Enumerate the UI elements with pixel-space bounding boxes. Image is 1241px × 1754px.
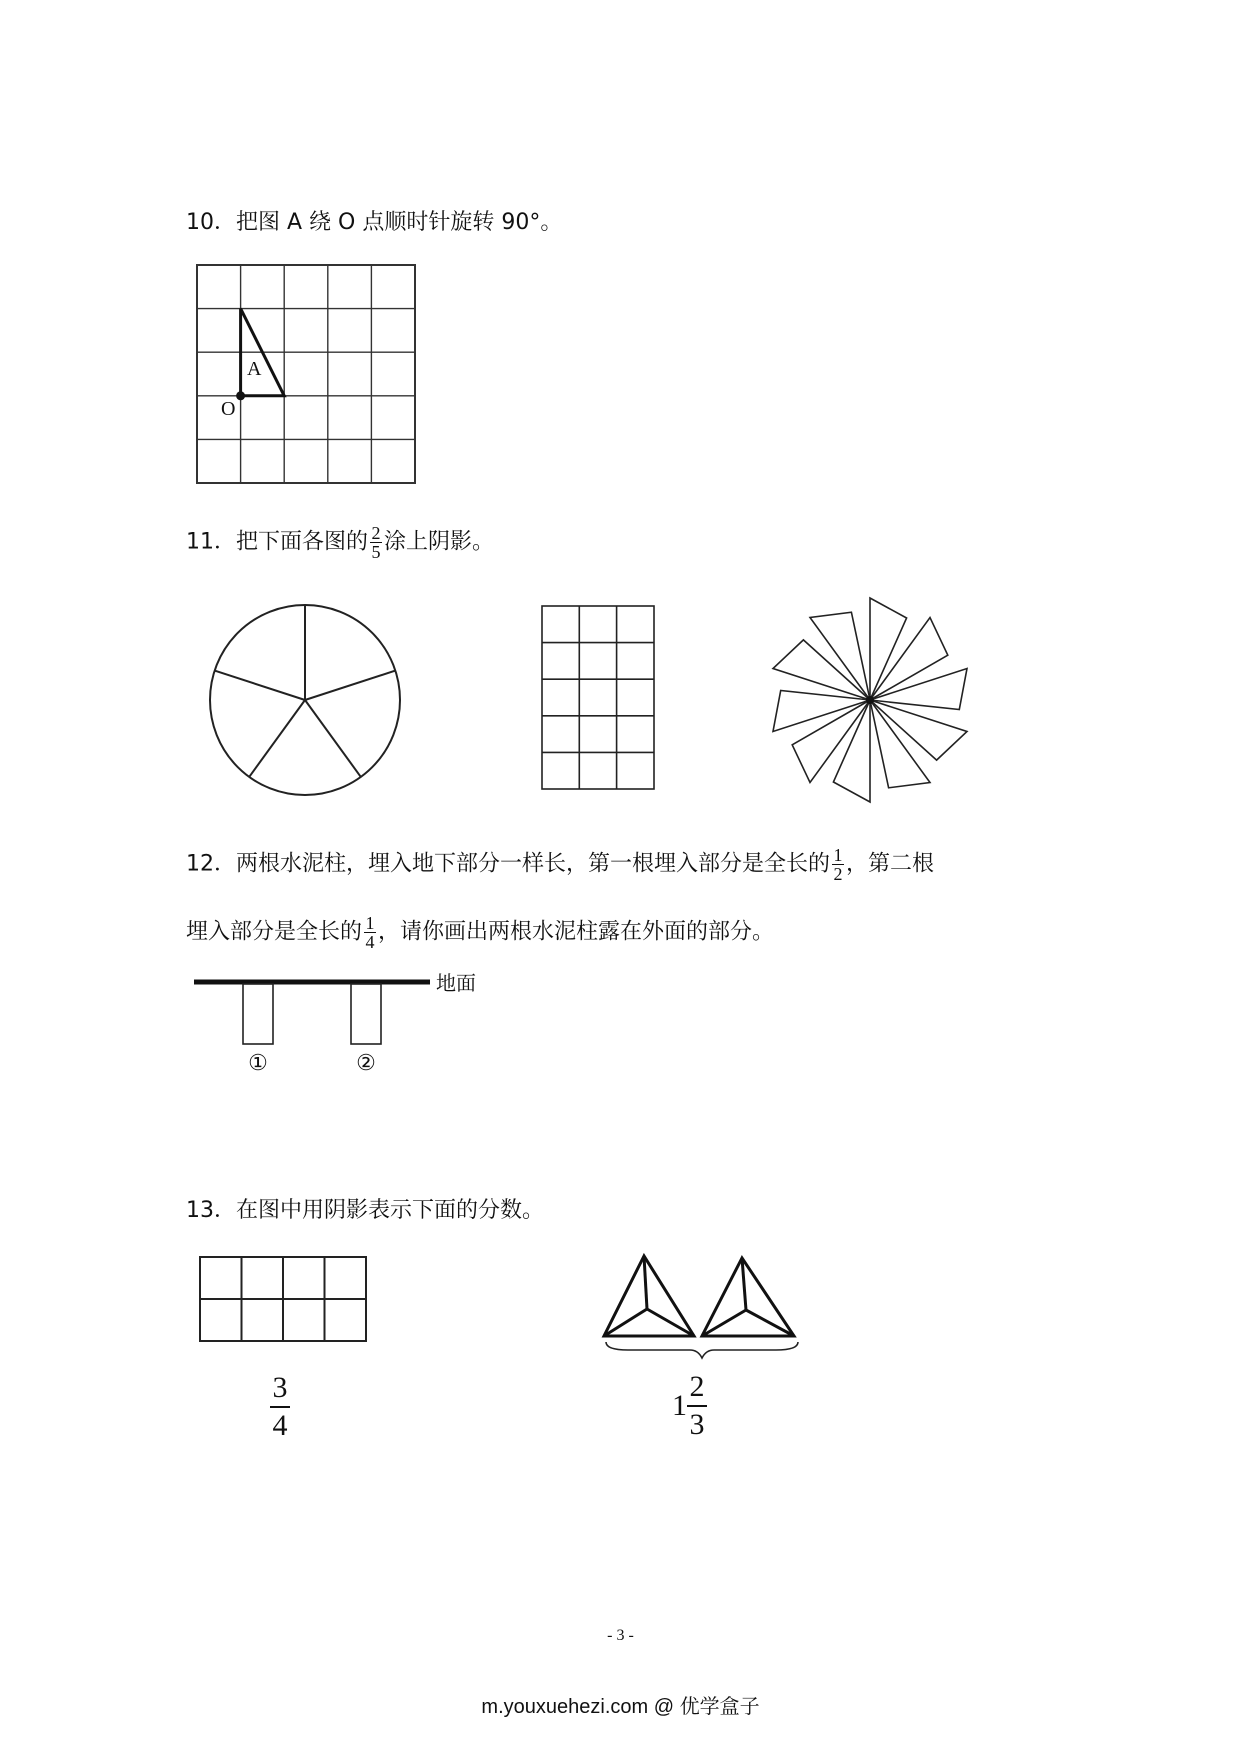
brace [606,1342,798,1358]
q11-suffix: 涂上阴影。 [384,529,495,555]
point-o [236,391,245,400]
pinwheel-blade [870,669,967,710]
fraction-three-quarters [270,1373,290,1441]
pinwheel-blade [870,598,907,700]
q11-prefix: 11．把下面各图的 [186,529,368,555]
page-number: - 3 - [607,1627,634,1644]
q11-frac-num: 2 [371,523,381,543]
q12-frac2-den: 4 [365,932,375,952]
mixed-fraction-one-two-thirds [672,1372,707,1440]
triangles-figure [598,1250,804,1360]
question-11-text [186,524,494,561]
q12-frac1-num: 1 [833,845,843,865]
frac-a-den: 4 [272,1409,288,1442]
q12-line2-prefix: 埋入部分是全长的 [186,919,363,945]
q12-fraction-2 [364,914,376,951]
question-10-text: 10．把图 A 绕 O 点顺时针旋转 90°。 [186,210,563,235]
frac-b [687,1372,707,1440]
label-o: O [221,398,236,420]
pinwheel-blade [773,691,870,732]
q12-line2-suffix: ，请你画出两根水泥柱露在外面的部分。 [378,919,775,945]
footer-watermark: m.youxuehezi.com @ 优学盒子 [481,1696,760,1718]
pillar-2-label: ② [356,1050,376,1075]
frac-a-num: 3 [272,1371,288,1404]
frac-b-num: 2 [689,1370,705,1403]
rotation-grid-figure [195,263,420,488]
q12-frac2-num: 1 [365,913,375,933]
pinwheel-blade [833,700,870,802]
q12-line1-prefix: 12．两根水泥柱，埋入地下部分一样长，第一根埋入部分是全长的 [186,851,830,877]
q12-fraction-1 [832,846,844,883]
question-12-line1 [186,846,934,883]
pillar-1 [243,984,273,1044]
frac-b-whole: 1 [672,1389,687,1422]
frac-b-den: 3 [689,1408,705,1441]
q12-line1-suffix: ，第二根 [846,851,935,877]
rectangle-grid-8 [198,1255,370,1345]
rectangle-grid-15 [540,604,660,794]
pinwheel-blade [810,612,870,700]
ground-label: 地面 [436,973,476,995]
circle-five-parts [200,595,410,805]
label-a: A [247,358,262,380]
pinwheel-blade [870,700,930,788]
pillar-1-label: ① [248,1050,268,1075]
q11-frac-den: 5 [371,542,381,562]
question-13-text: 13．在图中用阴影表示下面的分数。 [186,1198,544,1223]
question-12-line2 [186,914,774,951]
pinwheel-figure [760,590,980,810]
pillar-2 [351,984,381,1044]
q12-frac1-den: 2 [833,864,843,884]
pillars-figure [192,970,512,1080]
q11-fraction [370,524,382,561]
